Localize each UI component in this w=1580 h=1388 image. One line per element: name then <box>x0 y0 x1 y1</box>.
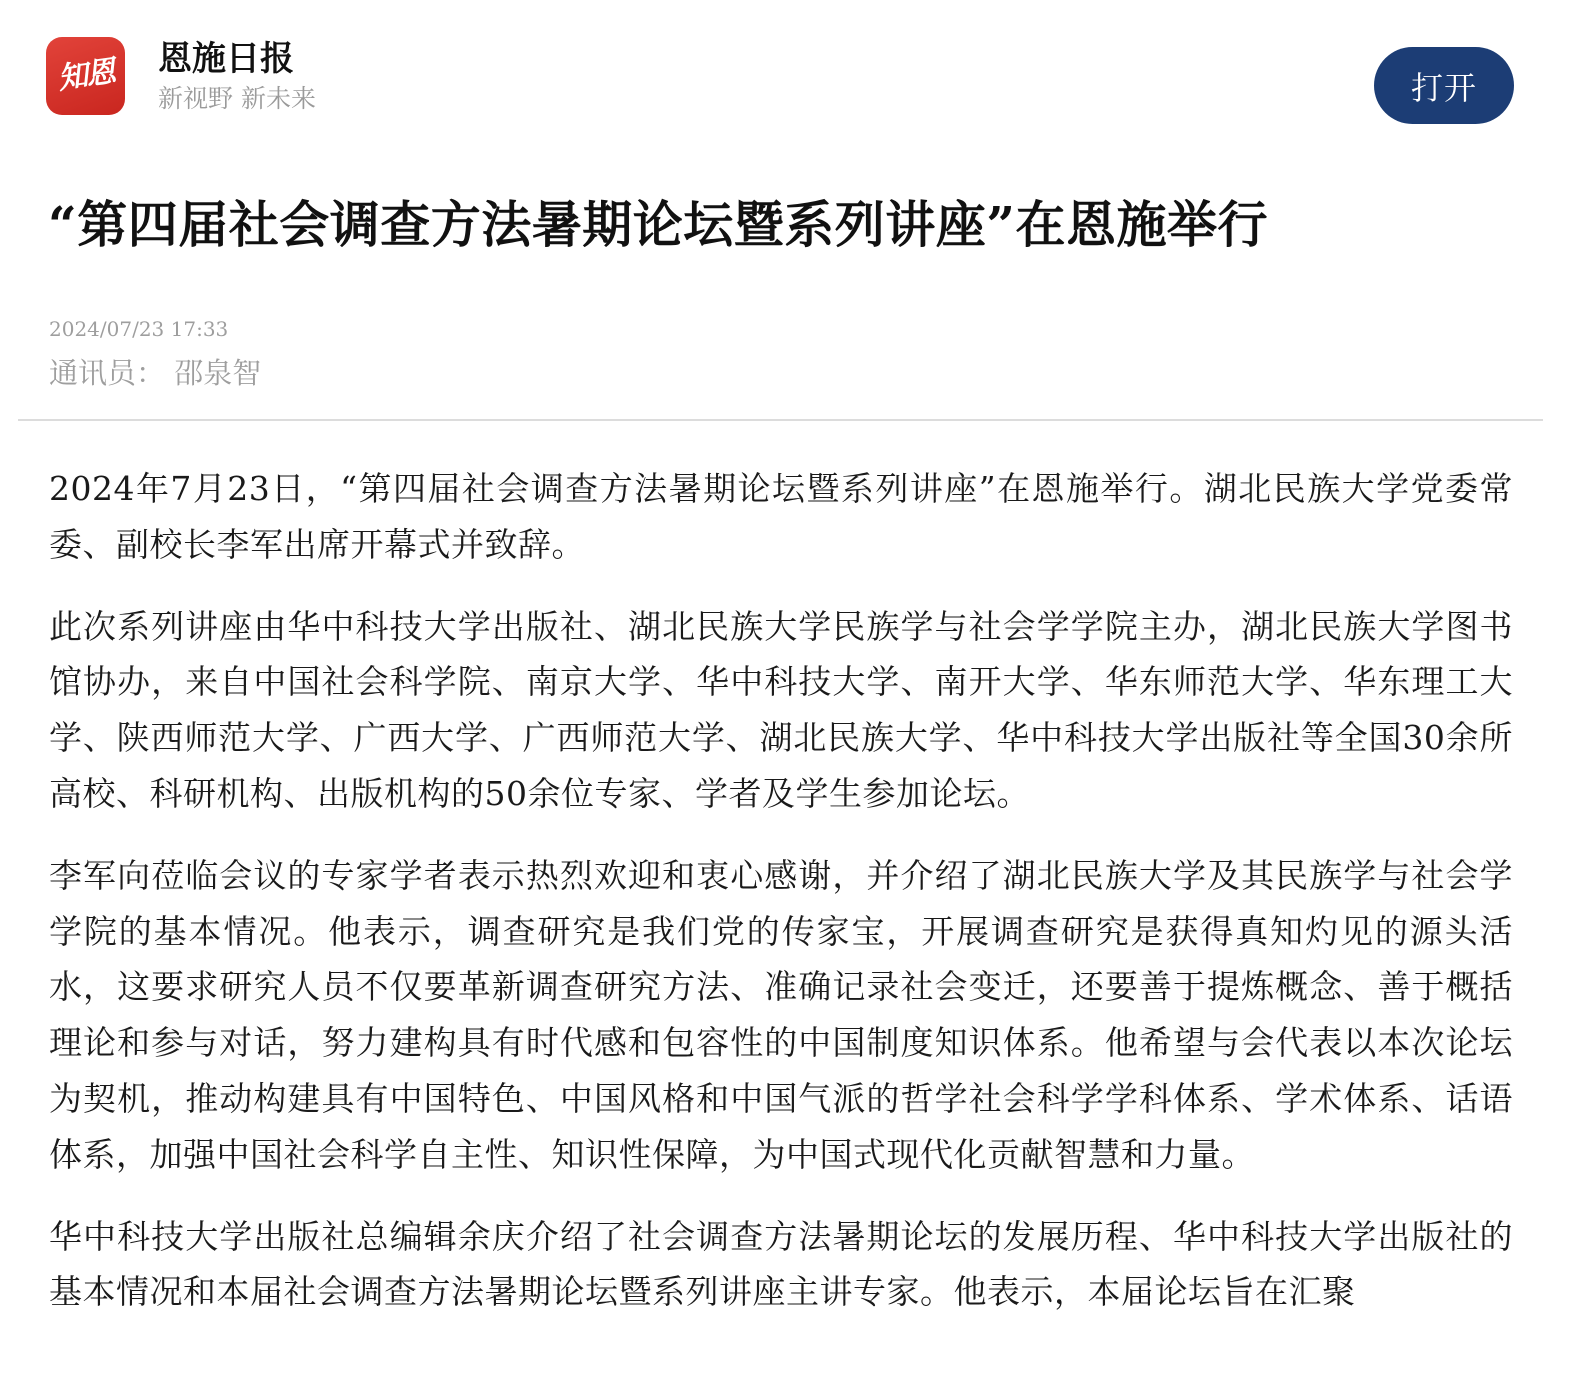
article-paragraph: 此次系列讲座由华中科技大学出版社、湖北民族大学民族学与社会学学院主办，湖北民族大学图书馆协办，来自中国社会科学院、南京大学、华中科技大学、南开大学、华东师范大学、华东理工大学、陕西师范大学、广西大学、广西师范大学、湖北民族大学、华中科技大学出版社等全国30余所高校、科研机构、出版机构的50余位专家、学者及学生参加论坛。 <box>49 606 1513 813</box>
app-logo[interactable] <box>46 37 125 115</box>
article-paragraph: 2024年7月23日，“第四届社会调查方法暑期论坛暨系列讲座”在恩施举行。湖北民族大学党委常委、副校长李军出席开幕式并致辞。 <box>49 469 1513 564</box>
article-paragraph: 华中科技大学出版社总编辑余庆介绍了社会调查方法暑期论坛的发展历程、华中科技大学出版社的基本情况和本届社会调查方法暑期论坛暨系列讲座主讲专家。他表示，本届论坛旨在汇聚 <box>49 1216 1513 1312</box>
publish-date: 2024/07/23 17:33 <box>49 317 229 341</box>
brand-slogan: 新视野 新未来 <box>158 84 316 113</box>
open-app-button[interactable]: 打开 <box>1374 47 1514 124</box>
article-body <box>49 461 1513 1346</box>
reporter-line: 通讯员： 邵泉智 <box>49 356 262 390</box>
app-header <box>0 0 1580 150</box>
article-title: “第四届社会调查方法暑期论坛暨系列讲座”在恩施举行 <box>48 195 1269 254</box>
logo-text: 知恩 <box>55 54 116 97</box>
brand-name: 恩施日报 <box>158 39 294 79</box>
divider <box>18 419 1543 421</box>
article-paragraph: 李军向莅临会议的专家学者表示热烈欢迎和衷心感谢，并介绍了湖北民族大学及其民族学与社会学学院的基本情况。他表示，调查研究是我们党的传家宝，开展调查研究是获得真知灼见的源头活水，这要求研究人员不仅要革新调查研究方法、准确记录社会变迁，还要善于提炼概念、善于概括理论和参与对话，努力建构具有时代感和包容性的中国制度知识体系。他希望与会代表以本次论坛为契机，推动构建具有中国特色、中国风格和中国气派的哲学社会科学学科体系、学术体系、话语体系，加强中国社会科学自主性、知识性保障，为中国式现代化贡献智慧和力量。 <box>49 855 1513 1174</box>
